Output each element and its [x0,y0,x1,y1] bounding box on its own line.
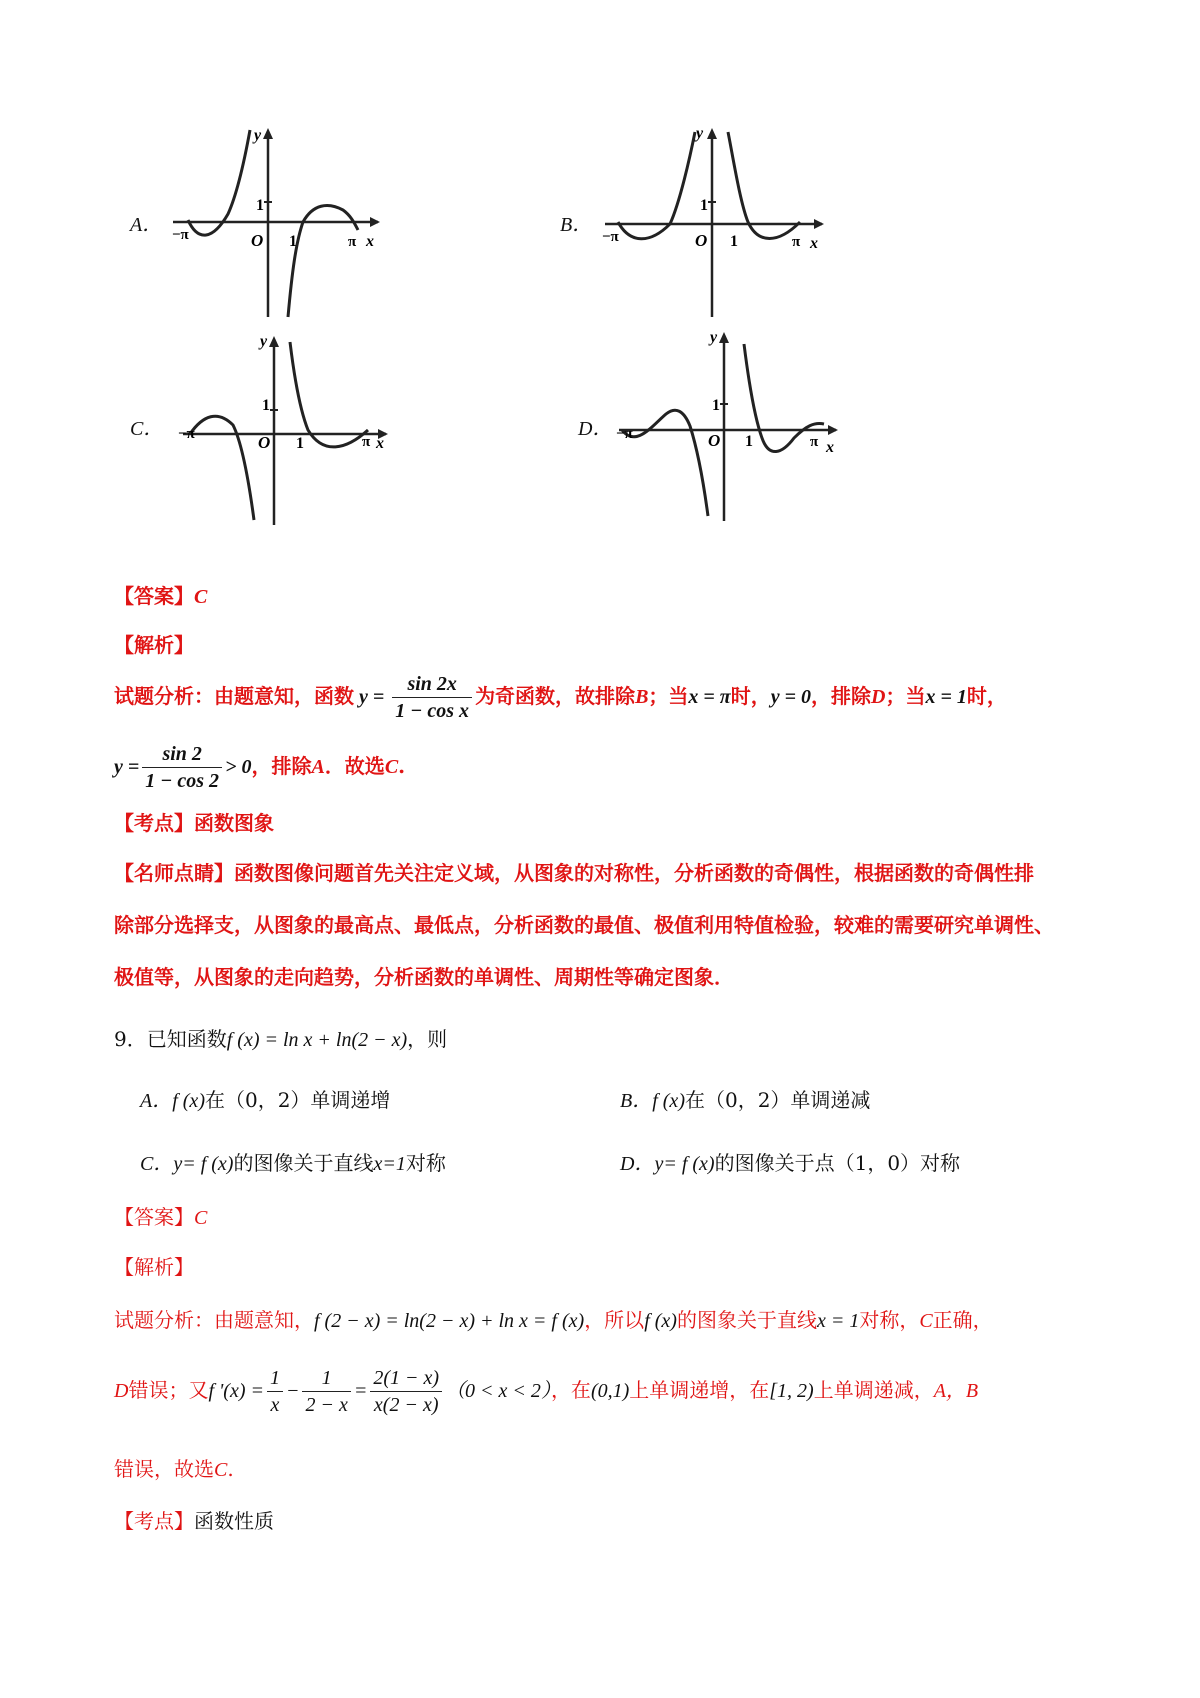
text: 上单调递减， [813,1378,934,1402]
answer-tag: 【答案】 [114,584,194,608]
q9-kaodian [114,1506,274,1536]
origin-label: O [695,231,708,250]
text: 正确， [932,1308,993,1332]
text: 试题分析：由题意知，函数 [114,684,354,708]
answer-tag: 【答案】 [114,1205,194,1229]
math: x=1 [373,1153,406,1175]
kaodian-text: 函数性质 [194,1509,274,1533]
math: f '(x) = [208,1380,264,1402]
math: f (x) = ln x + ln(2 − x) [226,1029,408,1051]
math: f (x) [644,1310,677,1332]
neg-pi-label: −π [602,229,619,245]
math: y= f (x) [173,1153,234,1175]
x-one-label: 1 [745,433,753,450]
q9-analysis-line2 [114,1360,978,1421]
q8-mingshi-2: 除部分选择支，从图象的最高点、最低点，分析函数的最值、极值利用特值检验，较难的需要研究单调性、 [114,913,1054,937]
graph-a [168,122,398,322]
math: = [353,1380,368,1402]
math: [1, 2) [769,1380,814,1402]
q9-analysis-tag: 【解析】 [114,1255,194,1279]
q9-analysis-line3 [114,1454,234,1485]
y-axis-label: y [710,329,718,346]
text: ；当 [648,684,689,708]
option: D [871,686,886,708]
y-axis-label: y [696,125,704,142]
label: B． [620,1090,653,1112]
kaodian-text: 函数图象 [194,811,274,835]
text: 上单调递增，在 [629,1378,770,1402]
text: 错误；又 [128,1378,209,1402]
numerator: sin 2x [392,671,472,698]
q9-answer [114,1202,207,1233]
label: D． [620,1153,655,1175]
q8-analysis-tag: 【解析】 [114,633,194,657]
fraction [267,1365,283,1418]
graph-d [614,326,854,526]
y-axis-label: y [260,333,268,350]
text: ，在 [550,1378,591,1402]
text: 在（0，2）单调递增 [204,1088,391,1112]
option: D [114,1380,129,1402]
math: f (x) [172,1090,205,1112]
x-axis-label: x [376,435,384,452]
text: 的图像关于直线 [233,1151,374,1175]
x-one-label: 1 [289,233,297,250]
axis-one-label: 1 [712,397,720,414]
text: 时， [730,684,771,708]
x-axis-label: x [826,439,834,456]
pi-label: π [348,234,357,250]
tag: 【考点】 [114,1509,194,1533]
y-axis-label: y [254,127,262,144]
graph-d-label: D． [578,418,613,440]
graph-b-label: B． [560,214,593,236]
numerator: sin 2 [142,741,222,768]
math: y = 0 [770,686,812,708]
neg-pi-label: −π [178,426,195,442]
x-axis-label: x [366,233,374,250]
fraction [302,1365,350,1418]
math: − [285,1380,300,1402]
x-one-label: 1 [730,233,738,250]
option: A [311,756,325,778]
option: A，B [933,1380,979,1402]
pi-label: π [810,434,819,450]
graph-c-label: C． [130,418,164,440]
text: ，则 [407,1027,448,1051]
denominator: x [270,1394,280,1416]
tag: 【名师点睛】 [114,861,234,885]
tag: 【考点】 [114,811,194,835]
text: 的图像关于点（1，0）对称 [714,1151,961,1175]
pi-label: π [362,434,371,450]
math: （0 < x < 2） [445,1380,551,1402]
math: y= f (x) [654,1153,715,1175]
text: ；当 [885,684,926,708]
option: B [635,686,649,708]
math: (0,1) [590,1380,630,1402]
fraction [142,741,222,794]
neg-pi-label: −π [616,426,633,442]
q8-analysis-line2 [114,738,405,795]
q9-option-a[interactable] [140,1085,390,1116]
text: 对称 [405,1151,446,1175]
q9-analysis-line1 [114,1305,993,1336]
math: f (2 − x) = ln(2 − x) + ln x = f (x) [314,1310,585,1332]
denominator: 1 − cos 2 [145,770,220,792]
text: 在（0，2）单调递减 [684,1088,871,1112]
q8-analysis-line1 [114,668,1007,725]
x-axis-label: x [810,235,818,252]
q8-answer [114,581,207,612]
q8-kaodian [114,808,274,838]
graph-c [178,330,408,530]
fraction [370,1365,442,1418]
origin-label: O [708,431,721,450]
text: ．故选 [324,754,385,778]
graph-b [600,122,840,322]
text: . [398,754,406,778]
origin-label: O [251,231,264,250]
neg-pi-label: −π [172,227,189,243]
math: f (x) [652,1090,685,1112]
q9-option-d[interactable] [620,1148,960,1179]
math: x = 1 [816,1310,860,1332]
axis-one-label: 1 [256,197,264,214]
denominator: 2 − x [305,1394,348,1416]
text: 函数图像问题首先关注定义域，从图象的对称性，分析函数的奇偶性，根据函数的奇偶性排 [234,861,1034,885]
text: 的图象关于直线 [676,1308,817,1332]
answer-value: C [194,1207,208,1229]
q8-mingshi-1 [114,858,1034,888]
math-y: y = [354,686,390,708]
q9-stem [114,1024,447,1055]
q9-option-c[interactable] [140,1148,446,1179]
option: C [384,756,399,778]
denominator: x(2 − x) [373,1394,439,1416]
text: 对称， [859,1308,920,1332]
text: ，排除 [251,754,312,778]
q8-mingshi-3: 极值等，从图象的走向趋势，分析函数的单调性、周期性等确定图象． [114,965,734,989]
text: 错误，故选 [114,1457,214,1481]
option: C [214,1459,228,1481]
math: x = 1 [925,686,967,708]
axis-one-label: 1 [700,197,708,214]
answer-value: C [194,586,208,608]
math: > 0 [225,756,252,778]
option: C [919,1310,933,1332]
fraction [392,671,472,724]
denominator: 1 − cos x [395,700,470,722]
text: ，所以 [584,1308,645,1332]
text: 试题分析：由题意知， [114,1308,314,1332]
text: 时， [966,684,1007,708]
q9-option-b[interactable] [620,1085,870,1116]
x-one-label: 1 [296,435,304,452]
pi-label: π [792,234,801,250]
label: C． [140,1153,174,1175]
math: y = [114,756,140,778]
numerator: 2(1 − x) [370,1365,442,1392]
axis-one-label: 1 [262,397,270,414]
text: 9．已知函数 [114,1027,227,1051]
text: ，排除 [811,684,872,708]
math: x = π [688,686,731,708]
origin-label: O [258,433,271,452]
numerator: 1 [267,1365,283,1392]
graph-a-label: A． [130,214,163,236]
text: 为奇函数，故排除 [475,684,636,708]
numerator: 1 [302,1365,350,1392]
label: A． [140,1090,173,1112]
text: . [227,1457,234,1481]
